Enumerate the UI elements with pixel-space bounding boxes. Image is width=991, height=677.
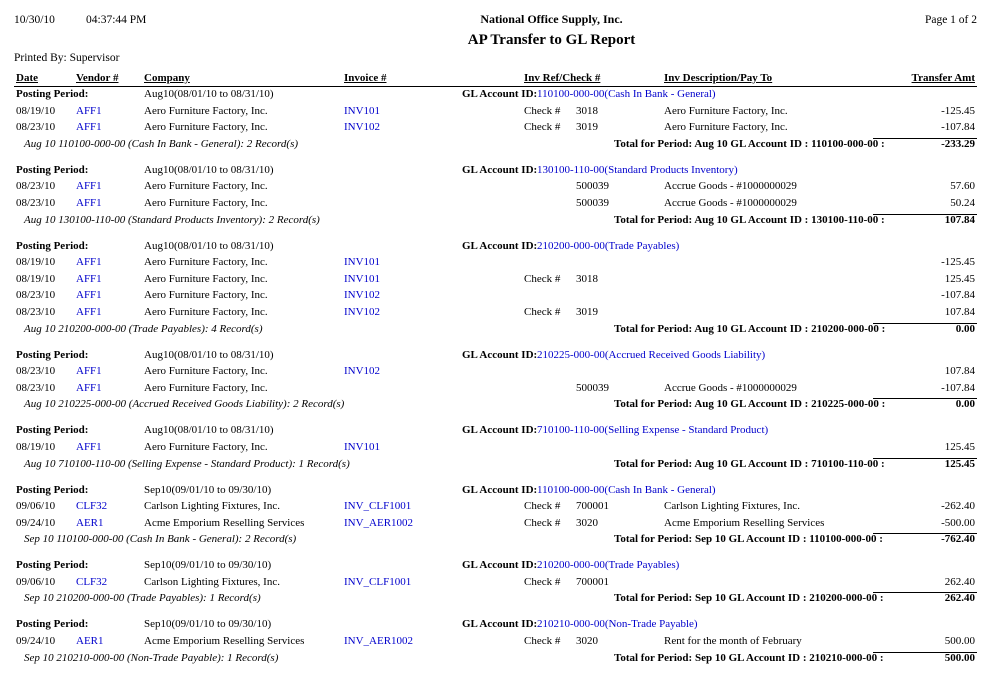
cell-invoice[interactable]: INV101	[344, 104, 381, 117]
column-header-company: Company	[144, 72, 190, 84]
table-row	[14, 364, 977, 381]
report-time: 04:37:44 PM	[86, 14, 147, 26]
subtotal-label: Sep 10 210210-000-00 (Non-Trade Payable): 1 Record(s)	[24, 651, 279, 664]
cell-vendor[interactable]: AFF1	[76, 289, 102, 302]
total-rule	[873, 458, 977, 459]
table-row	[14, 634, 977, 651]
cell-vendor[interactable]: AFF1	[76, 104, 102, 117]
cell-amount: -107.84	[941, 121, 975, 134]
group-header-row	[14, 483, 977, 500]
posting-period-label: Posting Period:	[16, 163, 89, 176]
cell-amount: -125.45	[941, 256, 975, 269]
cell-invoice[interactable]: INV101	[344, 256, 381, 269]
column-header-date: Date	[16, 72, 38, 84]
posting-period-label: Posting Period:	[16, 424, 89, 437]
cell-invoice[interactable]: INV102	[344, 365, 381, 378]
period-total-label: Total for Period: Sep 10 GL Account ID : 110100-000-00 :	[614, 533, 883, 546]
posting-period-value: Sep10(09/01/10 to 09/30/10)	[144, 618, 272, 631]
group-header-row	[14, 558, 977, 575]
cell-check-number: 3018	[576, 104, 598, 117]
header-top-row	[14, 12, 977, 49]
cell-description: Accrue Goods - #1000000029	[664, 381, 797, 394]
cell-date: 08/23/10	[16, 365, 56, 378]
gl-account-label: GL Account ID:	[462, 348, 538, 361]
total-rule	[873, 214, 977, 215]
cell-check-number: 3018	[576, 272, 598, 285]
cell-company: Aero Furniture Factory, Inc.	[144, 256, 268, 269]
column-header-invoice: Invoice #	[344, 72, 387, 84]
cell-vendor[interactable]: AFF1	[76, 196, 102, 209]
gl-account-label: GL Account ID:	[462, 239, 538, 252]
cell-company: Carlson Lighting Fixtures, Inc.	[144, 500, 280, 513]
period-total-amount: 107.84	[944, 213, 975, 226]
period-total-amount: 0.00	[955, 322, 975, 335]
cell-company: Aero Furniture Factory, Inc.	[144, 381, 268, 394]
subtotal-label: Aug 10 110100-000-00 (Cash In Bank - General): 2 Record(s)	[24, 137, 299, 150]
subtotal-row	[14, 213, 977, 239]
cell-invoice[interactable]: INV102	[344, 121, 381, 134]
cell-vendor[interactable]: AFF1	[76, 256, 102, 269]
cell-vendor[interactable]: AER1	[76, 635, 104, 648]
total-rule	[873, 398, 977, 399]
period-total-amount: -762.40	[941, 533, 975, 546]
period-total-label: Total for Period: Sep 10 GL Account ID : 210210-000-00 :	[614, 651, 884, 664]
cell-amount: 57.60	[950, 180, 975, 193]
subtotal-row	[14, 137, 977, 163]
cell-invoice[interactable]: INV_CLF1001	[344, 575, 412, 588]
subtotal-label: Sep 10 210200-000-00 (Trade Payables): 1 Record(s)	[24, 592, 261, 605]
cell-date: 09/24/10	[16, 516, 56, 529]
column-header-invref: Inv Ref/Check #	[524, 72, 601, 84]
printed-by: Printed By: Supervisor	[14, 52, 120, 64]
cell-company: Aero Furniture Factory, Inc.	[144, 121, 268, 134]
total-rule	[873, 323, 977, 324]
posting-period-value: Aug10(08/01/10 to 08/31/10)	[144, 348, 274, 361]
gl-account-value[interactable]: 210200-000-00(Trade Payables)	[537, 559, 680, 572]
gl-account-label: GL Account ID:	[462, 163, 538, 176]
cell-date: 08/23/10	[16, 305, 56, 318]
posting-period-label: Posting Period:	[16, 348, 89, 361]
period-total-label: Total for Period: Aug 10 GL Account ID : 110100-000-00 :	[614, 137, 885, 150]
cell-invoice[interactable]: INV101	[344, 440, 381, 453]
cell-description: Carlson Lighting Fixtures, Inc.	[664, 500, 800, 513]
cell-vendor[interactable]: AFF1	[76, 365, 102, 378]
cell-check-label: Check #	[524, 272, 561, 285]
cell-amount: 500.00	[944, 635, 975, 648]
cell-amount: 125.45	[944, 272, 975, 285]
cell-company: Acme Emporium Reselling Services	[144, 635, 305, 648]
posting-period-label: Posting Period:	[16, 239, 89, 252]
gl-account-label: GL Account ID:	[462, 424, 538, 437]
total-rule	[873, 138, 977, 139]
posting-period-value: Aug10(08/01/10 to 08/31/10)	[144, 239, 274, 252]
subtotal-row	[14, 591, 977, 617]
cell-date: 08/19/10	[16, 104, 56, 117]
cell-company: Aero Furniture Factory, Inc.	[144, 305, 268, 318]
gl-account-value[interactable]: 710100-110-00(Selling Expense - Standard Product)	[537, 424, 769, 437]
table-row	[14, 575, 977, 592]
cell-check-label: Check #	[524, 305, 561, 318]
cell-amount: 50.24	[950, 196, 975, 209]
page-title: AP Transfer to GL Report	[467, 32, 636, 48]
cell-company: Carlson Lighting Fixtures, Inc.	[144, 575, 280, 588]
cell-company: Aero Furniture Factory, Inc.	[144, 104, 268, 117]
cell-company: Aero Furniture Factory, Inc.	[144, 272, 268, 285]
cell-invoice[interactable]: INV101	[344, 272, 381, 285]
group-header-row	[14, 163, 977, 180]
cell-vendor[interactable]: CLF32	[76, 500, 108, 513]
posting-period-value: Aug10(08/01/10 to 08/31/10)	[144, 88, 274, 100]
gl-account-label: GL Account ID:	[462, 88, 538, 100]
report-header	[0, 0, 991, 64]
group-header-row	[14, 239, 977, 256]
cell-amount: -500.00	[941, 516, 975, 529]
gl-account-value[interactable]: 130100-110-00(Standard Products Inventory)	[537, 163, 738, 176]
column-header-row	[14, 70, 977, 87]
posting-period-label: Posting Period:	[16, 559, 89, 572]
cell-check-label: Check #	[524, 121, 561, 134]
subtotal-row	[14, 457, 977, 483]
table-row	[14, 196, 977, 213]
gl-account-label: GL Account ID:	[462, 483, 538, 496]
cell-vendor[interactable]: AFF1	[76, 440, 102, 453]
total-rule	[873, 652, 977, 653]
group-header-row	[14, 348, 977, 365]
posting-period-label: Posting Period:	[16, 88, 89, 100]
cell-vendor[interactable]: AFF1	[76, 121, 102, 134]
cell-amount: 107.84	[944, 305, 975, 318]
table-row	[14, 272, 977, 289]
cell-check-label: Check #	[524, 635, 561, 648]
cell-amount: -125.45	[941, 104, 975, 117]
period-total-amount: -233.29	[941, 137, 975, 150]
gl-account-value[interactable]: 210225-000-00(Accrued Received Goods Liability)	[537, 348, 766, 361]
cell-date: 08/23/10	[16, 180, 56, 193]
subtotal-row	[14, 532, 977, 558]
cell-date: 08/23/10	[16, 381, 56, 394]
cell-date: 09/06/10	[16, 500, 56, 513]
cell-vendor[interactable]: AFF1	[76, 381, 102, 394]
gl-account-value[interactable]: 210210-000-00(Non-Trade Payable)	[537, 618, 698, 631]
table-row	[14, 288, 977, 305]
company-name: National Office Supply, Inc.	[480, 12, 623, 26]
cell-company: Aero Furniture Factory, Inc.	[144, 365, 268, 378]
total-rule	[873, 592, 977, 593]
cell-date: 08/19/10	[16, 272, 56, 285]
cell-check-label: Check #	[524, 104, 561, 117]
column-header-invdesc: Inv Description/Pay To	[664, 72, 773, 84]
gl-account-value[interactable]: 110100-000-00(Cash In Bank - General)	[537, 88, 716, 100]
cell-date: 08/19/10	[16, 440, 56, 453]
subtotal-label: Aug 10 210225-000-00 (Accrued Received Goods Liability): 2 Record(s)	[24, 398, 345, 411]
cell-check-number: 500039	[576, 196, 609, 209]
report-date: 10/30/10	[14, 14, 55, 26]
cell-check-number: 700001	[576, 500, 609, 513]
cell-vendor[interactable]: CLF32	[76, 575, 108, 588]
gl-account-value[interactable]: 110100-000-00(Cash In Bank - General)	[537, 483, 716, 496]
table-row	[14, 381, 977, 398]
period-total-amount: 500.00	[944, 651, 975, 664]
cell-date: 09/24/10	[16, 635, 56, 648]
cell-company: Aero Furniture Factory, Inc.	[144, 180, 268, 193]
period-total-amount: 125.45	[944, 457, 975, 470]
cell-company: Aero Furniture Factory, Inc.	[144, 289, 268, 302]
column-header-amount: Transfer Amt	[911, 72, 975, 84]
cell-vendor[interactable]: AFF1	[76, 180, 102, 193]
cell-description: Rent for the month of February	[664, 635, 802, 648]
table-row	[14, 104, 977, 121]
cell-check-label: Check #	[524, 516, 561, 529]
subtotal-row	[14, 397, 977, 423]
cell-vendor[interactable]: AFF1	[76, 272, 102, 285]
cell-vendor[interactable]: AER1	[76, 516, 104, 529]
period-total-label: Total for Period: Aug 10 GL Account ID : 710100-110-00 :	[614, 457, 885, 470]
cell-description: Aero Furniture Factory, Inc.	[664, 121, 788, 134]
period-total-label: Total for Period: Aug 10 GL Account ID : 210200-000-00 :	[614, 322, 886, 335]
cell-amount: -107.84	[941, 381, 975, 394]
cell-check-label: Check #	[524, 575, 561, 588]
cell-description: Accrue Goods - #1000000029	[664, 196, 797, 209]
gl-account-label: GL Account ID:	[462, 559, 538, 572]
cell-check-number: 500039	[576, 180, 609, 193]
cell-date: 08/23/10	[16, 121, 56, 134]
posting-period-value: Sep10(09/01/10 to 09/30/10)	[144, 559, 272, 572]
cell-date: 09/06/10	[16, 575, 56, 588]
posting-period-value: Aug10(08/01/10 to 08/31/10)	[144, 424, 274, 437]
cell-amount: 125.45	[944, 440, 975, 453]
cell-amount: 262.40	[944, 575, 975, 588]
subtotal-label: Sep 10 110100-000-00 (Cash In Bank - General): 2 Record(s)	[24, 533, 297, 546]
cell-description: Aero Furniture Factory, Inc.	[664, 104, 788, 117]
table-row	[14, 499, 977, 516]
table-row	[14, 516, 977, 533]
cell-amount: -107.84	[941, 289, 975, 302]
cell-invoice[interactable]: INV102	[344, 289, 381, 302]
cell-check-number: 3019	[576, 305, 598, 318]
subtotal-row	[14, 651, 977, 677]
cell-check-number: 3020	[576, 516, 598, 529]
cell-description: Accrue Goods - #1000000029	[664, 180, 797, 193]
subtotal-label: Aug 10 710100-110-00 (Selling Expense - Standard Product): 1 Record(s)	[24, 457, 350, 470]
cell-invoice[interactable]: INV_AER1002	[344, 516, 414, 529]
period-total-amount: 0.00	[955, 398, 975, 411]
period-total-amount: 262.40	[944, 592, 975, 605]
cell-company: Aero Furniture Factory, Inc.	[144, 196, 268, 209]
cell-invoice[interactable]: INV_AER1002	[344, 635, 414, 648]
posting-period-label: Posting Period:	[16, 618, 89, 631]
period-total-label: Total for Period: Aug 10 GL Account ID : 130100-110-00 :	[614, 213, 885, 226]
group-header-row	[14, 617, 977, 634]
cell-description: Acme Emporium Reselling Services	[664, 516, 825, 529]
page-number: Page 1 of 2	[924, 14, 977, 26]
column-header-vendor: Vendor #	[76, 72, 119, 84]
cell-check-number: 3019	[576, 121, 598, 134]
cell-invoice[interactable]: INV102	[344, 305, 381, 318]
subtotal-label: Aug 10 130100-110-00 (Standard Products Inventory): 2 Record(s)	[24, 213, 320, 226]
header-center	[236, 12, 867, 49]
cell-date: 08/23/10	[16, 196, 56, 209]
cell-check-number: 700001	[576, 575, 609, 588]
gl-account-label: GL Account ID:	[462, 618, 538, 631]
table-row	[14, 255, 977, 272]
report-body	[14, 87, 977, 677]
cell-check-number: 500039	[576, 381, 609, 394]
period-total-label: Total for Period: Aug 10 GL Account ID : 210225-000-00 :	[614, 398, 886, 411]
cell-amount: 107.84	[944, 365, 975, 378]
total-rule	[873, 533, 977, 534]
cell-check-label: Check #	[524, 500, 561, 513]
subtotal-label: Aug 10 210200-000-00 (Trade Payables): 4 Record(s)	[24, 322, 263, 335]
cell-company: Aero Furniture Factory, Inc.	[144, 440, 268, 453]
cell-check-number: 3020	[576, 635, 598, 648]
table-row	[14, 305, 977, 322]
cell-vendor[interactable]: AFF1	[76, 305, 102, 318]
cell-amount: -262.40	[941, 500, 975, 513]
table-row	[14, 179, 977, 196]
gl-account-value[interactable]: 210200-000-00(Trade Payables)	[537, 239, 680, 252]
posting-period-label: Posting Period:	[16, 483, 89, 496]
table-row	[14, 120, 977, 137]
cell-invoice[interactable]: INV_CLF1001	[344, 500, 412, 513]
table-row	[14, 440, 977, 457]
cell-company: Acme Emporium Reselling Services	[144, 516, 305, 529]
cell-date: 08/23/10	[16, 289, 56, 302]
cell-date: 08/19/10	[16, 256, 56, 269]
posting-period-value: Aug10(08/01/10 to 08/31/10)	[144, 163, 274, 176]
group-header-row	[14, 423, 977, 440]
group-header-row	[14, 87, 977, 104]
posting-period-value: Sep10(09/01/10 to 09/30/10)	[144, 483, 272, 496]
period-total-label: Total for Period: Sep 10 GL Account ID : 210200-000-00 :	[614, 592, 884, 605]
subtotal-row	[14, 322, 977, 348]
